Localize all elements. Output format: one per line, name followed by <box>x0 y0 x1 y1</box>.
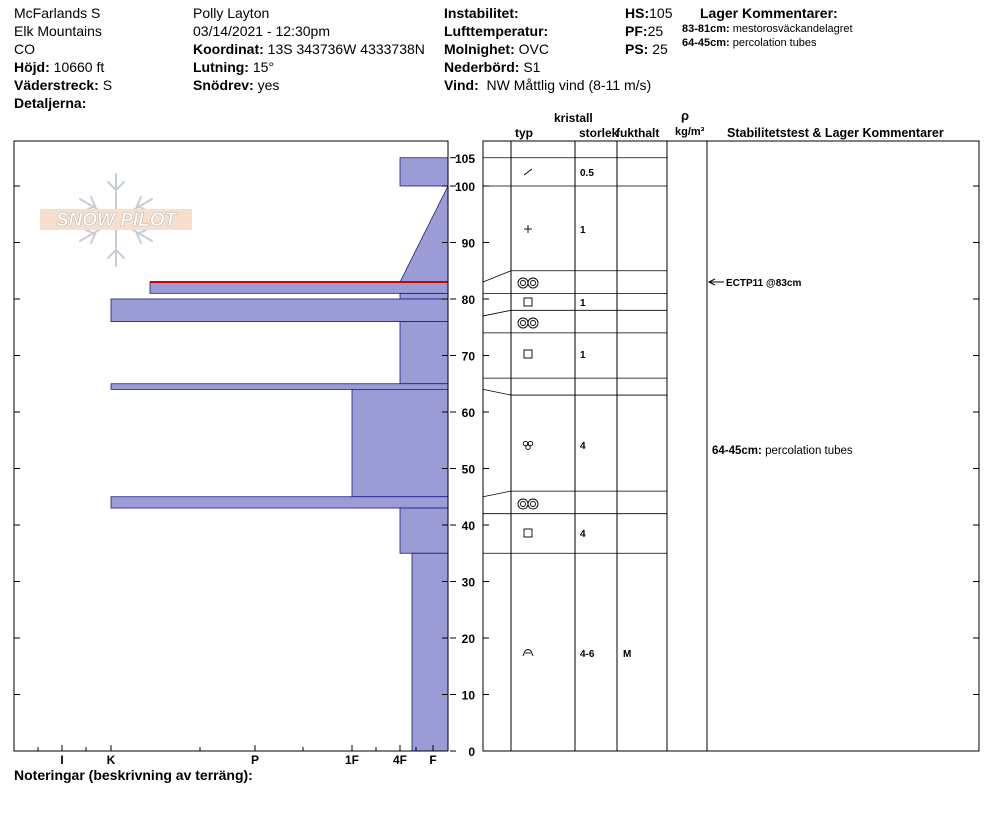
depth-label: 105 <box>454 151 475 166</box>
layer-comment-2-range: 64-45cm: <box>682 37 730 49</box>
drift-value: yes <box>257 77 280 93</box>
depth-label: 0 <box>468 745 475 759</box>
aspect-value: S <box>102 77 113 93</box>
site-state: CO <box>14 41 35 57</box>
hardness-label: 1F <box>344 753 360 767</box>
layer-connector <box>483 491 511 497</box>
wind-label: Vind: <box>444 77 479 93</box>
sky-value: OVC <box>518 41 549 57</box>
hardness-profile <box>111 158 448 751</box>
elevation-label: Höjd: <box>14 59 50 75</box>
depth-label: 80 <box>461 293 475 307</box>
slope-value: 15° <box>252 59 275 75</box>
depth-axis <box>450 152 475 759</box>
depth-label: 70 <box>461 349 475 364</box>
depth-label: 50 <box>461 462 475 477</box>
profile-layer-sloped <box>400 186 448 282</box>
profile-layer <box>400 293 448 299</box>
logo-text: SNOW PILOT <box>55 210 177 231</box>
layer-comment-1-range: 83-81cm: <box>682 23 730 35</box>
hardness-label: K <box>106 753 116 767</box>
precip-value: S1 <box>523 59 541 75</box>
crystal-icon <box>524 169 532 175</box>
crystal-icon <box>524 225 532 233</box>
layer-comment-2-text: percolation tubes <box>732 37 817 49</box>
crystal-icon <box>524 350 532 358</box>
col-size-header: storlek <box>579 126 619 140</box>
profile-layer <box>111 497 448 508</box>
col-stability-header: Stabilitetstest & Lager Kommentarer <box>727 126 944 140</box>
depth-label: 100 <box>454 180 475 194</box>
ps-label: PS: <box>625 41 649 57</box>
profile-layer <box>111 299 448 322</box>
layer-note-range: 64-45cm: <box>712 445 762 457</box>
depth-label: 20 <box>461 632 475 646</box>
depth-label: 10 <box>461 688 475 703</box>
elevation-value: 10660 ft <box>53 59 105 75</box>
hardness-label: 4F <box>392 753 408 767</box>
layer-note <box>712 445 853 457</box>
hardness-axis <box>38 745 437 767</box>
coordinate-value: 13S 343736W 4333738N <box>267 41 425 57</box>
sky-label: Molnighet: <box>444 41 515 57</box>
layer-connector <box>483 389 511 395</box>
crystal-icon <box>518 278 538 288</box>
precip-label: Nederbörd: <box>444 59 520 75</box>
moisture-value: M <box>623 649 632 660</box>
layer-comment-1-text: mestorosväckandelagret <box>732 23 853 35</box>
hs-label: HS: <box>625 5 650 21</box>
hardness-label: P <box>250 753 260 767</box>
profile-layer <box>412 553 448 751</box>
profile-layer <box>400 508 448 553</box>
depth-label: 40 <box>461 519 475 533</box>
aspect-label: Väderstreck: <box>14 77 99 93</box>
profile-layer <box>400 158 448 186</box>
crystal-icon <box>524 529 532 537</box>
crystal-icon <box>523 650 533 657</box>
airtemp-label: Lufttemperatur: <box>444 23 549 39</box>
wind-value: NW Måttlig vind (8-11 m/s) <box>486 77 652 93</box>
layer-connector <box>483 310 511 316</box>
details-label: Detaljerna: <box>14 95 87 111</box>
crystal-size: 0.5 <box>580 168 594 179</box>
col-crystal-header: kristall <box>554 111 593 125</box>
crystal-icon <box>524 298 532 306</box>
layer-note-text: percolation tubes <box>765 445 853 457</box>
drift-label: Snödrev: <box>193 77 254 93</box>
crystal-icon <box>523 441 532 449</box>
coordinate-label: Koordinat: <box>193 41 264 57</box>
datetime: 03/14/2021 - 12:30pm <box>193 23 330 39</box>
site-range: Elk Mountains <box>14 23 102 39</box>
crystal-size: 4 <box>580 529 586 540</box>
profile-layer <box>400 322 448 384</box>
crystal-size: 4-6 <box>580 649 595 660</box>
hs-value: 105 <box>649 5 673 21</box>
observer: Polly Layton <box>193 5 270 21</box>
depth-label: 60 <box>461 406 475 420</box>
profile-layer <box>352 389 448 496</box>
depth-label: 90 <box>461 236 475 251</box>
col-density-unit: kg/m³ <box>675 126 705 138</box>
hardness-label: F <box>429 753 437 767</box>
stability-test <box>709 278 801 289</box>
instability-label: Instabilitet: <box>444 5 519 21</box>
col-type-header: typ <box>515 126 533 140</box>
test-label: ECTP11 @83cm <box>726 278 802 289</box>
profile-layer <box>111 384 448 390</box>
site-location: McFarlands S <box>14 5 101 21</box>
col-rho-header: ρ <box>681 108 690 123</box>
crystal-icon <box>518 499 538 509</box>
crystal-size: 1 <box>580 225 586 236</box>
layer-connector <box>483 271 511 282</box>
slope-label: Lutning: <box>193 59 249 75</box>
col-moisture-header: fukthalt <box>616 126 660 140</box>
hardness-label: I <box>60 753 64 767</box>
layer-comments-title: Lager Kommentarer: <box>700 5 838 21</box>
depth-label: 30 <box>461 575 475 590</box>
crystal-size: 4 <box>580 441 586 452</box>
notes-label: Noteringar (beskrivning av terräng): <box>14 767 253 783</box>
crystal-icon <box>518 318 538 328</box>
profile-layer-weak <box>150 282 448 293</box>
pf-label: PF: <box>625 23 648 39</box>
crystal-size: 1 <box>580 350 586 361</box>
ps-value: 25 <box>652 41 668 57</box>
crystal-size: 1 <box>580 298 586 309</box>
pf-value: 25 <box>647 23 664 39</box>
